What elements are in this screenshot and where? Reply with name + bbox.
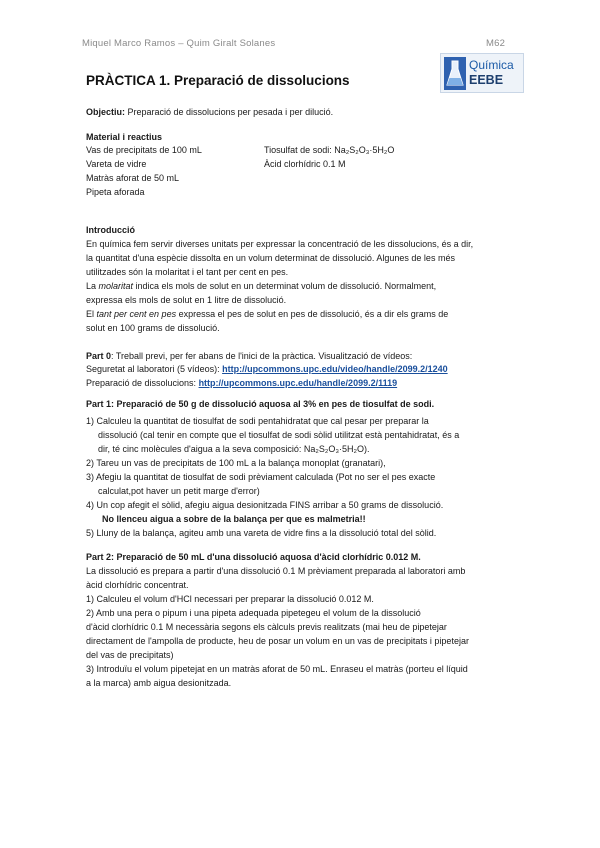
video-1-link[interactable]: http://upcommons.upc.edu/video/handle/2099.2/1240 — [222, 364, 448, 374]
page-title: PRÀCTICA 1. Preparació de dissolucions — [86, 73, 350, 88]
intro-line: la quantitat d'una espècie dissolta en un volum determinat de dissolució. Algunes de les més — [86, 253, 455, 263]
part0-video-2 — [86, 376, 397, 390]
part2-line: La dissolució es prepara a partir d'una dissolució 0.1 M prèviament preparada al laboratori amb — [86, 566, 466, 576]
intro-text: La — [86, 281, 99, 291]
part1-step: 4) Un cop afegit el sòlid, afegiu aigua desionitzada FINS arribar a 50 grams de dissolució. — [86, 500, 444, 510]
logo-line-1: Química — [469, 58, 514, 72]
term-molaritat: molaritat — [98, 281, 134, 291]
header-code: M62 — [486, 38, 506, 49]
intro-molarity — [86, 279, 436, 293]
intro-text: expressa el pes de solut en pes de dissolució, és a dir els grams de — [176, 309, 449, 319]
part2-line: 3) Introduïu el volum pipetejat en un matràs aforat de 50 mL. Enraseu el matràs (porteu el líquid — [86, 664, 468, 674]
material-item: Vas de precipitats de 100 mL — [86, 145, 202, 155]
material-item: Pipeta aforada — [86, 187, 145, 197]
video-2-link[interactable]: http://upcommons.upc.edu/handle/2099.2/1119 — [198, 378, 398, 388]
part0-intro — [86, 349, 412, 363]
part1-step: 1) Calculeu la quantitat de tiosulfat de sodi pentahidratat que cal pesar per preparar la — [86, 416, 429, 426]
intro-line: En química fem servir diverses unitats per expressar la concentració de les dissolucions, és a dir, — [86, 239, 474, 249]
intro-text: indica els mols de solut en un determinat volum de dissolució. Normalment, — [133, 281, 437, 291]
video-2-label: Preparació de dissolucions: — [86, 378, 199, 388]
header-authors: Miquel Marco Ramos – Quim Giralt Solanes — [82, 38, 276, 49]
part0-label: Part 0 — [86, 351, 112, 361]
part2-line: del vas de precipitats) — [86, 650, 174, 660]
part1-step-cont: dissolució (cal tenir en compte que el tiosulfat de sodi sòlid utilitzat està pentahidratat, és a — [98, 430, 460, 440]
part1-step: 3) Afegiu la quantitat de tiosulfat de sodi prèviament calculada (Pot no ser el pes exacte — [86, 472, 436, 482]
part2-line: a la marca) amb aigua desionitzada. — [86, 678, 232, 688]
part0-text: : Treball previ, per fer abans de l'inici de la pràctica. Visualització de vídeos: — [111, 351, 413, 361]
intro-text: El — [86, 309, 97, 319]
term-tant-per-cent: tant per cent en pes — [96, 309, 177, 319]
intro-line: expressa els mols de solut en 1 litre de dissolució. — [86, 295, 287, 305]
quimica-eebe-logo — [440, 53, 524, 93]
part1-step: 2) Tareu un vas de precipitats de 100 mL a la balança monoplat (granatari), — [86, 458, 386, 468]
video-1-label: Seguretat al laboratori (5 vídeos): — [86, 364, 223, 374]
objective — [86, 105, 333, 119]
materials-heading: Material i reactius — [86, 132, 163, 142]
part2-heading: Part 2: Preparació de 50 mL d'una dissolució aquosa d'àcid clorhídric 0.012 M. — [86, 552, 421, 562]
objective-text: Preparació de dissolucions per pesada i per dilució. — [125, 107, 334, 117]
material-item: Vareta de vidre — [86, 159, 147, 169]
part1-step-cont: calculat,pot haver un petit marge d'error) — [98, 486, 260, 496]
intro-heading: Introducció — [86, 225, 135, 235]
part1-warning: No llenceu aigua a sobre de la balança per que es malmetria!! — [102, 514, 366, 524]
reagent-item: Àcid clorhídric 0.1 M — [264, 159, 346, 169]
flask-icon — [444, 57, 466, 90]
logo-line-2: EEBE — [469, 73, 504, 87]
part2-line: d'àcid clorhídric 0.1 M necessària segons els càlculs previs realitzats (mai heu de pipetejar — [86, 622, 447, 632]
intro-line: solut en 100 grams de dissolució. — [86, 323, 220, 333]
part1-step-cont: dir, té cinc molècules d'aigua a la seva composició: Na₂S₂O₃·5H₂O). — [98, 444, 370, 454]
part2-line: àcid clorhídric concentrat. — [86, 580, 189, 590]
reagent-item: Tiosulfat de sodi: Na₂S₂O₃·5H₂O — [264, 145, 395, 155]
part2-line: 2) Amb una pera o pipum i una pipeta adequada pipetegeu el volum de la dissolució — [86, 608, 421, 618]
part1-step: 5) Lluny de la balança, agiteu amb una vareta de vidre fins a la dissolució total del sòlid. — [86, 528, 437, 538]
part1-heading: Part 1: Preparació de 50 g de dissolució aquosa al 3% en pes de tiosulfat de sodi. — [86, 399, 435, 409]
objective-label: Objectiu: — [86, 107, 126, 117]
intro-line: utilitzades són la molaritat i el tant per cent en pes. — [86, 267, 289, 277]
material-item: Matràs aforat de 50 mL — [86, 173, 180, 183]
part0-video-1 — [86, 362, 448, 376]
part2-line: 1) Calculeu el volum d'HCl necessari per preparar la dissolució 0.012 M. — [86, 594, 374, 604]
intro-percent — [86, 307, 448, 321]
part2-line: directament de l'ampolla de producte, heu de posar un volum en un vas de precipitats i pipetejar — [86, 636, 469, 646]
